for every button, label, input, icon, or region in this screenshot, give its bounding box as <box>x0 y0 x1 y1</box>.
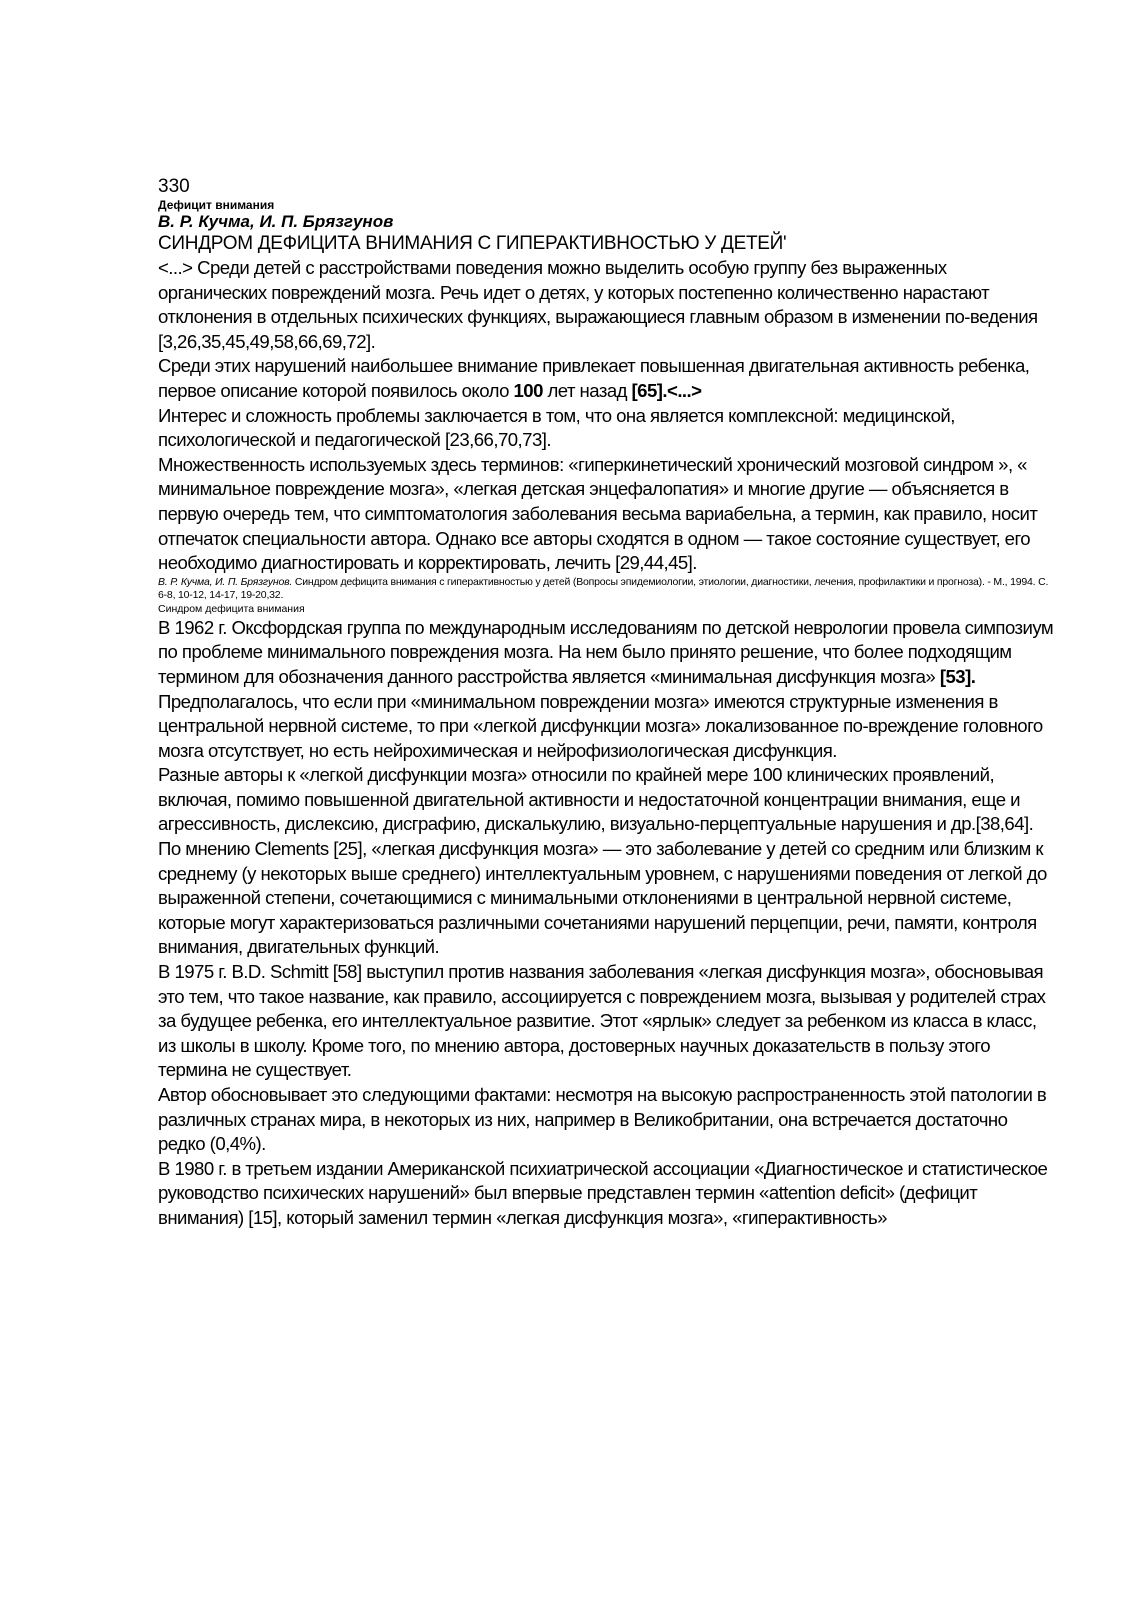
paragraph-5-text-a: В 1962 г. Оксфордская группа по международным исследованиям по детской неврологии провела симпозиум по проблеме минимального повреждения мозга. На нем было принято решение, что более подходящим термином для обозначения данного расстройства является «минимальная дисфункция мозга» <box>158 616 1054 687</box>
paragraph-2-bold-number: 100 <box>513 379 543 401</box>
paragraph-5-text-c: Предполагалось, что если при «минимальном повреждении мозга» имеются структурные изменения в центральной нервной системе, то при «легкой дисфункции мозга» локализованное по-вреждение головного мозга отсутствует, но есть нейрохимическая и нейрофизиологическая дисфункция. <box>158 690 1043 761</box>
paragraph-5 <box>158 616 1058 764</box>
paragraph-10: В 1980 г. в третьем издании Американской психиатрической ассоциации «Диагностическое и статистическое руководство психических нарушений» был впервые представлен термин «attention deficit» (дефицит внимания) [15], который заменил термин «легкая дисфункция мозга», «гиперактивность» <box>158 1157 1048 1228</box>
paragraph-3: Интерес и сложность проблемы заключается в том, что она является комплексной: медицинской, психологической и педагогической [23,66,70,73]. <box>158 404 955 451</box>
footnote-text: Синдром дефицита внимания с гиперактивностью у детей (Вопросы эпидемиологии, этиологии, диагностики, лечения, профилактики и прогноза). - М., 1994. С. 6-8, 10-12, 14-17, 19-20,32. <box>158 575 1049 602</box>
paragraph-7: По мнению Clements [25], «легкая дисфункция мозга» — это заболевание у детей со средним или близким к среднему (у некоторых выше среднего) интеллектуальным уровнем, с нарушениями поведения от легкой до выраженной степени, сочетающимися с минимальными отклонениями в центральной нервной системе, которые могут характеризоваться различными сочетаниями нарушений перцепции, речи, памяти, контроля внимания, двигательных функций. <box>158 838 1047 958</box>
article-title: СИНДРОМ ДЕФИЦИТА ВНИМАНИЯ С ГИПЕРАКТИВНОСТЬЮ У ДЕТЕЙ' <box>158 233 787 254</box>
paragraph-2-text-c: лет назад <box>542 379 632 401</box>
page-number: 330 <box>158 176 190 197</box>
paragraph-4: Множественность используемых здесь терминов: «гиперкинетический хронический мозговой синдром », « минимальное повреждение мозга», «легкая детская энцефалопатия» и многие другие — объясняется в первую очередь тем, что симптоматология заболевания весьма вариабельна, а термин, как правило, носит отпечаток специальности автора. Однако все авторы сходятся в одном — такое состояние существует, его необходимо диагностировать и корректировать, лечить [29,44,45]. <box>158 453 1038 574</box>
article-authors: В. Р. Кучма, И. П. Брязгунов <box>158 212 394 231</box>
document-page <box>158 176 1058 1231</box>
paragraph-8: В 1975 г. B.D. Schmitt [58] выступил против названия заболевания «легкая дисфункция мозга», обосновывая это тем, что такое название, как правило, ассоциируется с повреждением мозга, вызывая у родителей страх за будущее ребенка, его интеллектуальное развитие. Этот «ярлык» следует за ребенком из класса в класс, из школы в школу. Кроме того, по мнению автора, достоверных научных доказательств в пользу этого термина не существует. <box>158 961 1046 1081</box>
paragraph-2-text-a: Среди этих нарушений наибольшее внимание привлекает повышенная двигательная активность ребенка, первое описание которой появилось около <box>158 355 1030 401</box>
paragraph-1: <...> Среди детей с расстройствами поведения можно выделить особую группу без выраженных органических повреждений мозга. Речь идет о детях, у которых постепенно количественно нарастают отклонения в отдельных психических функциях, выражающиеся главным образом в изменении по-ведения [3,26,35,45,49,58,66,69,72]. <box>158 257 1038 352</box>
paragraph-6: Разные авторы к «легкой дисфункции мозга» относили по крайней мере 100 клинических проявлений, включая, помимо повышенной двигательной активности и недостаточной концентрации внимания, еще и агрессивность, дислексию, дисграфию, дискалькулию, визуально-перцептуальные нарушения и др.[38,64]. <box>158 764 1034 835</box>
running-title: Дефицит внимания <box>158 198 275 212</box>
paragraph-2 <box>158 354 1058 403</box>
paragraph-2-bold-ref: [65].<...> <box>631 379 702 401</box>
paragraph-5-bold-ref: [53]. <box>939 665 976 687</box>
footnote <box>158 576 1058 603</box>
running-title-2: Синдром дефицита внимания <box>158 602 305 615</box>
paragraph-9: Автор обосновывает это следующими фактами: несмотря на высокую распространенность этой патологии в различных странах мира, в некоторых из них, например в Великобритании, она встречается достаточно редко (0,4%). <box>158 1084 1047 1155</box>
footnote-authors: В. Р. Кучма, И. П. Брязгунов. <box>158 575 293 588</box>
